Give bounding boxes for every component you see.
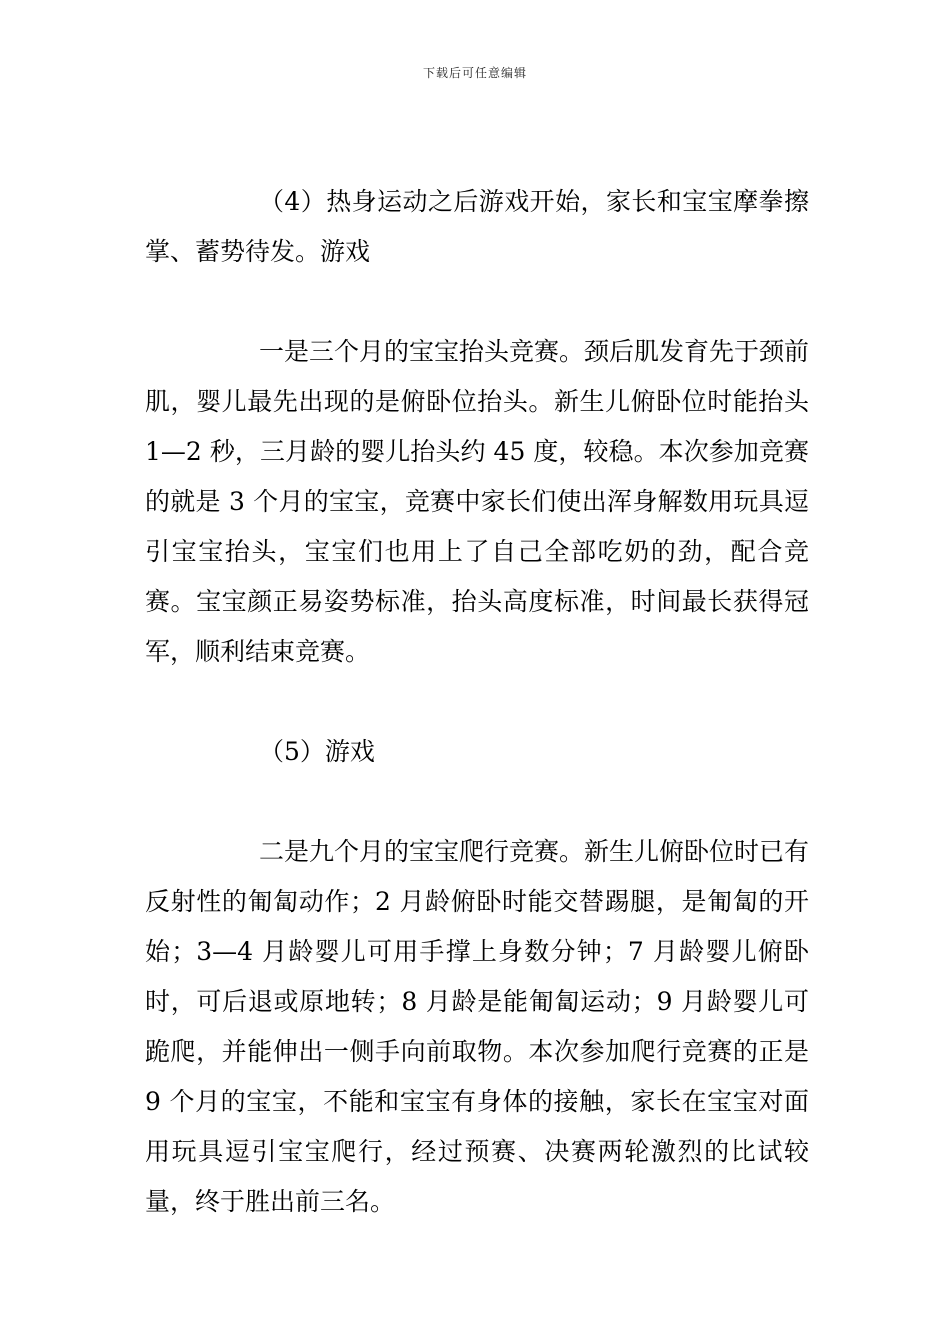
paragraph-game-5-heading: （5）游戏 [259, 737, 375, 766]
paragraph-warmup: （4）热身运动之后游戏开始，家长和宝宝摩拳擦掌、蓄势待发。游戏 [145, 187, 809, 266]
page-header-note: 下载后可任意编辑 [422, 66, 527, 80]
paragraph-head-lift-contest: 一是三个月的宝宝抬头竞赛。颈后肌发育先于颈前肌，婴儿最先出现的是俯卧位抬头。新生儿俯卧位时能抬头 1—2 秒，三月龄的婴儿抬头约 45 度，较稳。本次参加竞赛的就是 3 个月的宝宝，竞赛中家长们使出浑身解数用玩具逗引宝宝抬头，宝宝们也用上了自己全部吃奶的劲，配合竞赛。宝宝颜正易姿势标准，抬头高度标准，时间最长获得冠军，顺利结束竞赛。 [145, 337, 810, 666]
paragraph-crawling-contest: 二是九个月的宝宝爬行竞赛。新生儿俯卧位时已有反射性的匍匐动作；2 月龄俯卧时能交替踢腿，是匍匐的开始；3—4 月龄婴儿可用手撑上身数分钟；7 月龄婴儿俯卧时，可后退或原地转；8 月龄是能匍匐运动；9 月龄婴儿可跪爬，并能伸出一侧手向前取物。本次参加爬行竞赛的正是 9 个月的宝宝，不能和宝宝有身体的接触，家长在宝宝对面用玩具逗引宝宝爬行，经过预赛、决赛两轮激烈的比试较量，终于胜出前三名。 [145, 837, 810, 1216]
paragraph-spacer [145, 277, 809, 327]
paragraph-spacer [145, 677, 809, 727]
paragraph-spacer [145, 777, 809, 827]
document-body [145, 177, 809, 1227]
